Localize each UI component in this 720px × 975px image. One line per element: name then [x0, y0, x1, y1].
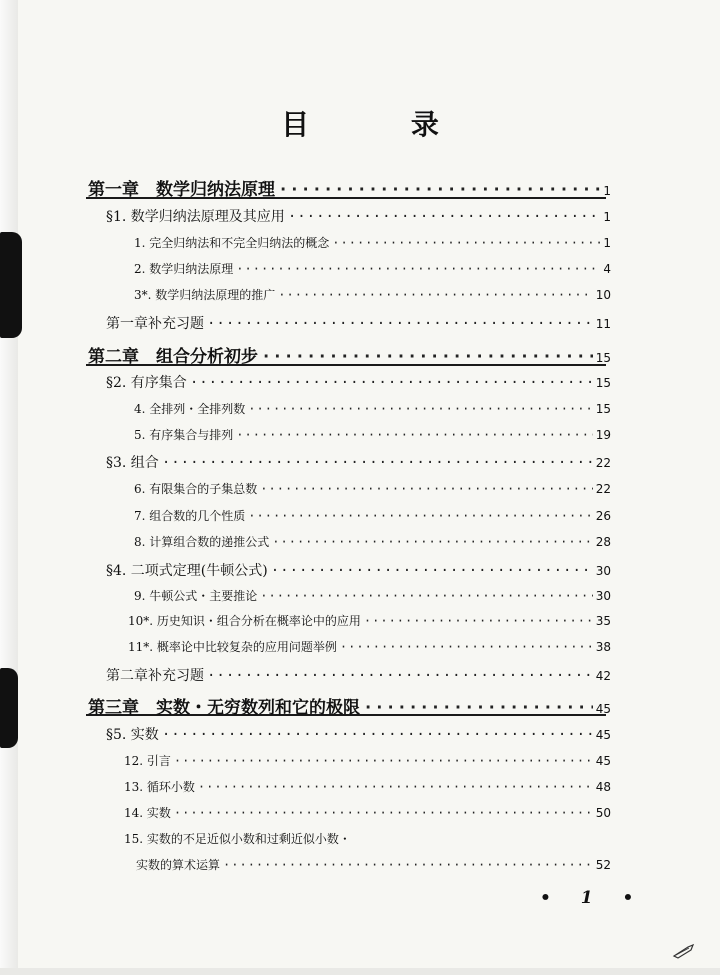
toc-item-7[interactable]: 7. 组合数的几个性质 ····· 26 [134, 507, 611, 524]
toc-section-1[interactable]: §1. 数学归纳法原理及其应用 ····· 1 [106, 206, 611, 226]
toc-item-15-continued[interactable]: 实数的算术运算 ····· 52 [136, 856, 611, 873]
toc-item-6[interactable]: 6. 有限集合的子集总数 ····· 22 [134, 480, 611, 497]
toc-item-9[interactable]: 9. 牛顿公式・主要推论 ····· 30 [134, 587, 611, 604]
toc-item-10[interactable]: 10*. 历史知识・组合分析在概率论中的应用 ····· 35 [128, 612, 611, 629]
toc-section-2[interactable]: §2. 有序集合 ····· 15 [106, 372, 611, 392]
toc-item-15[interactable]: 15. 实数的不足近似小数和过剩近似小数・ [124, 832, 351, 846]
toc-chapter-3[interactable]: 第三章 实数・无穷数列和它的极限 ····· 45 [88, 693, 611, 718]
page-title: 目 录 [281, 108, 485, 141]
toc-exercises-1[interactable]: 第一章补充习题 ····· 11 [106, 313, 611, 333]
pencil-doodle-icon [672, 943, 696, 959]
toc-item-5[interactable]: 5. 有序集合与排列 ····· 19 [134, 426, 611, 443]
toc-chapter-2[interactable]: 第二章 组合分析初步 ····· 15 [88, 342, 611, 367]
toc-item-14[interactable]: 14. 实数 ····· 50 [124, 804, 611, 821]
toc-item-2[interactable]: 2. 数学归纳法原理 ····· 4 [134, 260, 611, 277]
toc-item-8[interactable]: 8. 计算组合数的递推公式 ····· 28 [134, 533, 611, 550]
toc-section-3[interactable]: §3. 组合 ····· 22 [106, 452, 611, 472]
toc-section-5[interactable]: §5. 实数 ····· 45 [106, 724, 611, 744]
toc-item-4[interactable]: 4. 全排列・全排列数 ····· 15 [134, 400, 611, 417]
toc-exercises-2[interactable]: 第二章补充习题 ····· 42 [106, 665, 611, 685]
toc-chapter-1[interactable]: 第一章 数学归纳法原理 ····· 1 [88, 175, 611, 200]
toc-item-12[interactable]: 12. 引言 ····· 45 [124, 752, 611, 769]
toc-item-13[interactable]: 13. 循环小数 ····· 48 [124, 778, 611, 795]
page-number: • 1 • [540, 888, 646, 908]
toc-section-4[interactable]: §4. 二项式定理(牛顿公式) ····· 30 [106, 560, 611, 580]
toc-item-3[interactable]: 3*. 数学归纳法原理的推广 ····· 10 [134, 286, 611, 303]
toc-item-1[interactable]: 1. 完全归纳法和不完全归纳法的概念 ····· 1 [134, 234, 611, 251]
toc-item-11[interactable]: 11*. 概率论中比较复杂的应用问题举例 ····· 38 [128, 638, 611, 655]
